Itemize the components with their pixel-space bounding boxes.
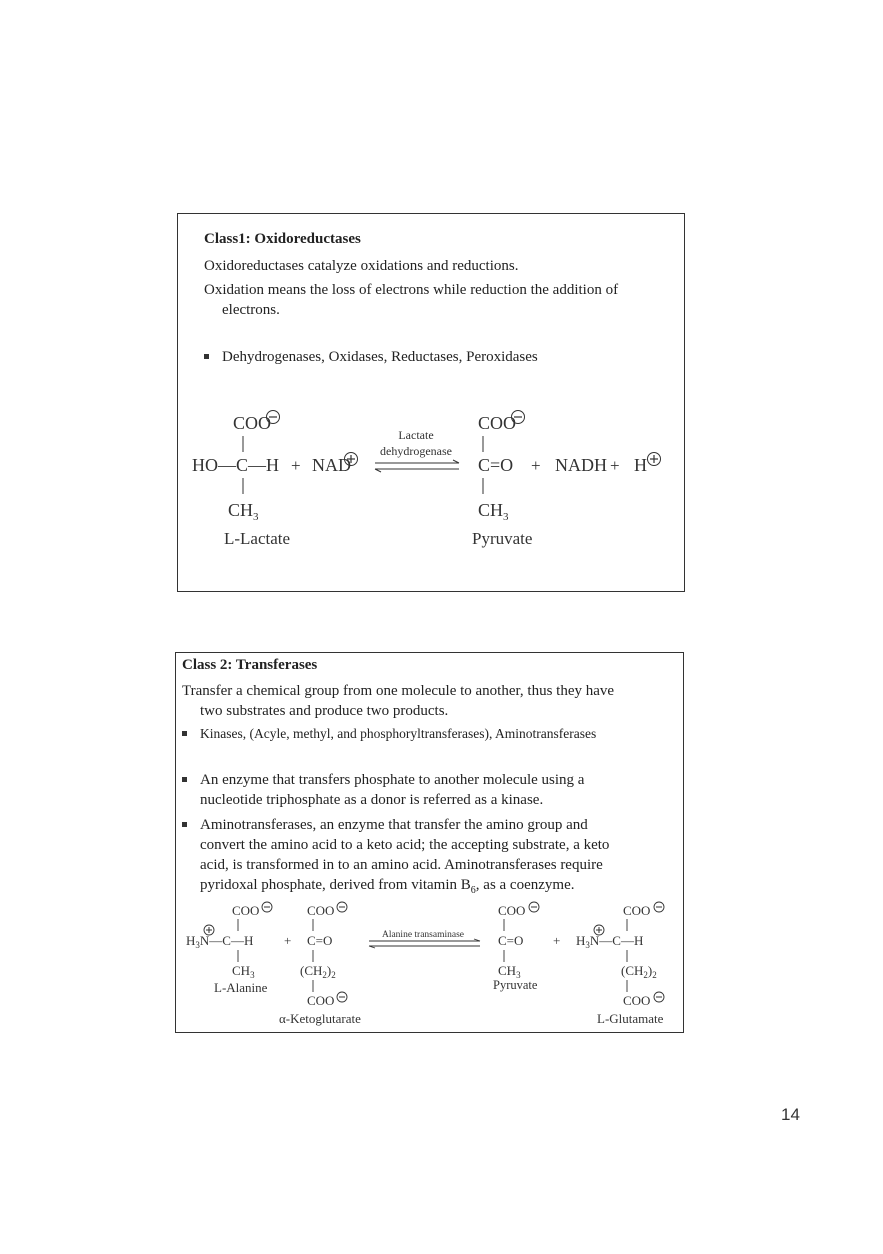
slide-transferases — [175, 652, 684, 1033]
negative-charge-icon — [654, 902, 664, 912]
slide-oxidoreductases — [177, 213, 685, 592]
amino-carbon-label: $H_3N—C—H$ — [576, 933, 644, 950]
proton-label: H — [634, 455, 647, 475]
carbonyl-label: C=O — [478, 455, 514, 475]
amino-carbon-label: $H_3N—C—H$ — [186, 933, 254, 950]
positive-charge-icon — [648, 453, 661, 466]
product-name: Pyruvate — [472, 529, 533, 548]
plus-sign: + — [284, 933, 292, 948]
hydroxyl-carbon-label: HO—C—H — [192, 455, 280, 475]
aminotransferase-line4: pyridoxal phosphate, derived from vitamin $B_6$, as a coenzyme. — [200, 877, 575, 896]
aminotransferase-line2: convert the amino acid to a keto acid; the accepting substrate, a keto — [200, 837, 610, 853]
carboxylate-label: COO — [307, 903, 335, 918]
carboxylate-label: COO — [307, 993, 335, 1008]
alanine-transaminase-reaction — [176, 653, 685, 1034]
carboxylate-label: COO — [233, 413, 272, 433]
carbonyl-label: C=O — [498, 933, 524, 948]
oxidation-text-line2: electrons. — [222, 302, 280, 318]
negative-charge-icon — [337, 902, 347, 912]
plus-sign: + — [531, 456, 541, 475]
aminotransferase-line3: acid, is transformed in to an amino acid. Aminotransferases require — [200, 857, 603, 873]
carboxylate-label: COO — [232, 903, 260, 918]
carboxylate-label: COO — [623, 993, 651, 1008]
enzyme-name: Alanine transaminase — [381, 930, 465, 940]
ketoglutarate-name: α-Ketoglutarate — [279, 1011, 361, 1026]
definition-line1: Transfer a chemical group from one molecule to another, thus they have — [182, 683, 615, 699]
lactate-dehydrogenase-reaction — [178, 214, 686, 593]
carboxylate-label: COO — [498, 903, 526, 918]
plus-sign: + — [610, 456, 620, 475]
bullet-text: Kinases, (Acyle, methyl, and phosphoryltransferases), Aminotransferases — [200, 726, 597, 741]
enzyme-name-line2: dehydrogenase — [380, 444, 452, 458]
carboxylate-label: COO — [623, 903, 651, 918]
substrate-name: L-Lactate — [224, 529, 291, 548]
reduced-coenzyme-label: NADH — [555, 455, 607, 475]
product-methyl-label: $CH_3$ — [478, 500, 509, 523]
glutamate-name: L-Glutamate — [597, 1011, 664, 1026]
definition-text: Oxidoreductases catalyze oxidations and reductions. — [204, 258, 519, 274]
methylene-label: $(CH_2)_2$ — [300, 963, 336, 980]
definition-line2: two substrates and produce two products. — [200, 703, 449, 719]
negative-charge-icon — [262, 902, 272, 912]
slide-title: Class 2: Transferases — [182, 657, 318, 673]
pyruvate-name: Pyruvate — [493, 978, 538, 992]
page-number: 14 — [781, 1105, 800, 1124]
aminotransferase-line1: Aminotransferases, an enzyme that transfer the amino group and — [200, 817, 588, 833]
methyl-label: $CH_3$ — [498, 963, 521, 980]
enzyme-name-line1: Lactate — [398, 428, 434, 442]
coenzyme-label: NAD — [312, 455, 351, 475]
alanine-name: L-Alanine — [214, 980, 268, 995]
negative-charge-icon — [529, 902, 539, 912]
plus-sign: + — [553, 933, 561, 948]
equilibrium-arrow-icon — [375, 460, 459, 472]
slide-title: Class1: Oxidoreductases — [204, 231, 361, 247]
equilibrium-arrow-icon — [369, 939, 480, 948]
oxidation-text-line1: Oxidation means the loss of electrons while reduction the addition of — [204, 282, 619, 298]
negative-charge-icon — [654, 992, 664, 1002]
bullet-text: Dehydrogenases, Oxidases, Reductases, Peroxidases — [222, 349, 538, 365]
carbonyl-label: C=O — [307, 933, 333, 948]
methyl-label: $CH_3$ — [232, 963, 255, 980]
plus-sign: + — [291, 456, 301, 475]
kinase-line1: An enzyme that transfers phosphate to another molecule using a — [200, 772, 585, 788]
product-carboxylate-label: COO — [478, 413, 517, 433]
methyl-label: $CH_3$ — [228, 500, 259, 523]
negative-charge-icon — [337, 992, 347, 1002]
kinase-line2: nucleotide triphosphate as a donor is referred as a kinase. — [200, 792, 544, 808]
methylene-label: $(CH_2)_2$ — [621, 963, 657, 980]
